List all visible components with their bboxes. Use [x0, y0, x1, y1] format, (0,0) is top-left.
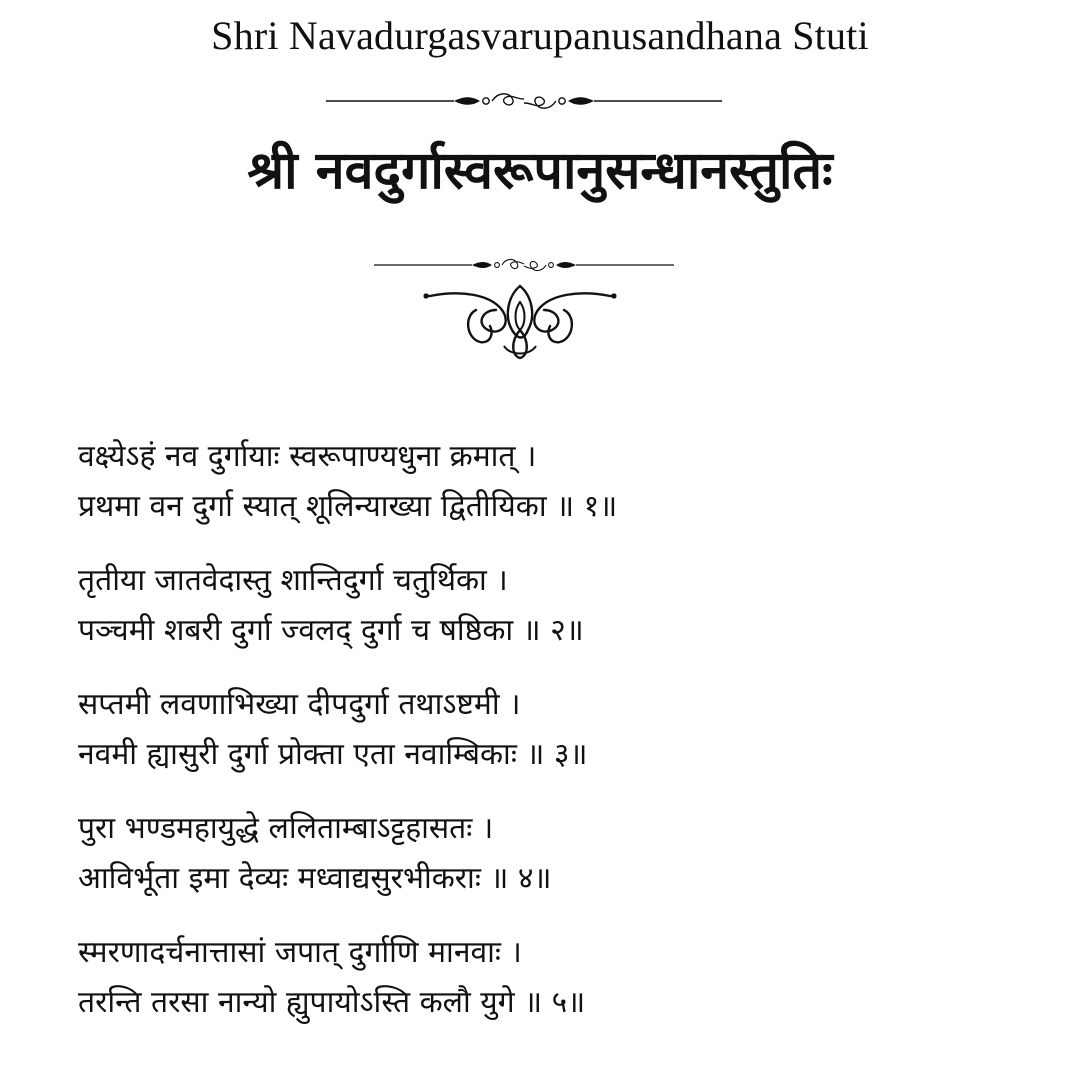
verse-line: पुरा भण्डमहायुद्धे ललिताम्बाऽट्टहासतः ।	[78, 811, 494, 846]
verses	[78, 432, 1038, 1052]
verse-2	[78, 556, 1038, 656]
verse-1	[78, 432, 1038, 532]
verse-line: प्रथमा वन दुर्गा स्यात् शूलिन्याख्या द्वितीयिका ॥ १॥	[78, 489, 618, 524]
verse-line: तरन्ति तरसा नान्यो ह्युपायोऽस्ति कलौ युगे ॥ ५॥	[78, 985, 586, 1020]
verse-line: आविर्भूता इमा देव्यः मध्वाद्यसुरभीकराः ॥ ४॥	[78, 861, 552, 896]
verse-line: नवमी ह्यासुरी दुर्गा प्रोक्ता एता नवाम्बिकाः ॥ ३॥	[78, 737, 588, 772]
scroll-ornament	[420, 280, 620, 362]
english-title: Shri Navadurgasvarupanusandhana Stuti	[211, 13, 869, 58]
verse-line: तृतीया जातवेदास्तु शान्तिदुर्गा चतुर्थिका ।	[78, 563, 508, 598]
verse-line: सप्तमी लवणाभिख्या दीपदुर्गा तथाऽष्टमी ।	[78, 687, 521, 722]
verse-line: पञ्चमी शबरी दुर्गा ज्वलद् दुर्गा च षष्ठिका ॥ २॥	[78, 613, 584, 648]
verse-line: वक्ष्येऽहं नव दुर्गायाः स्वरूपाण्यधुना क्रमात् ।	[78, 439, 537, 474]
verse-5	[78, 928, 1038, 1028]
verse-3	[78, 680, 1038, 780]
flourish-divider-top	[322, 84, 726, 118]
verse-line: स्मरणादर्चनात्तासां जपात् दुर्गाणि मानवाः ।	[78, 935, 522, 970]
flourish-divider-middle	[372, 252, 676, 278]
verse-4	[78, 804, 1038, 904]
sanskrit-title: श्री नवदुर्गास्वरूपानुसन्धानस्तुतिः	[247, 141, 833, 201]
